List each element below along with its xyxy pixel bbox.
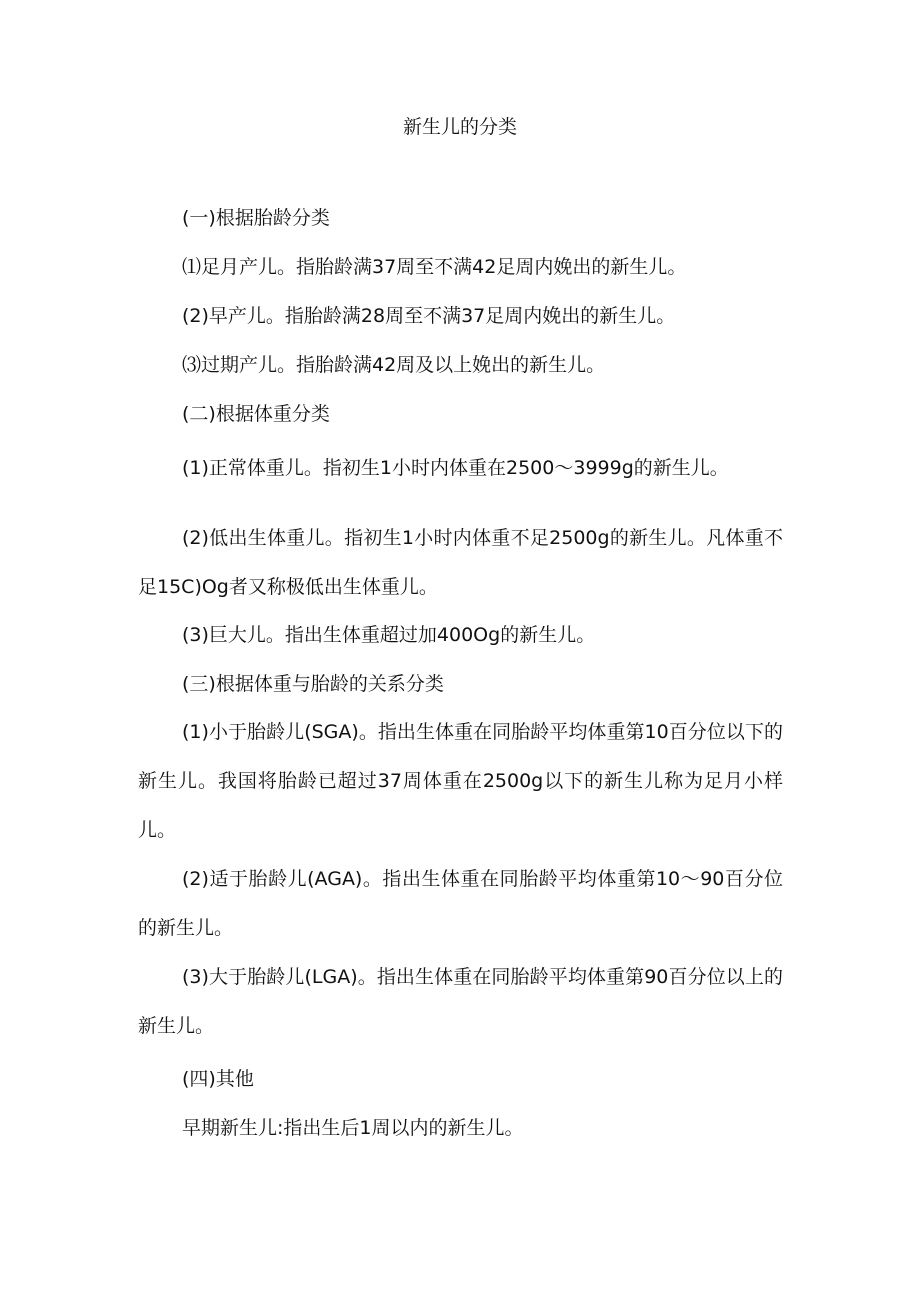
section-heading-other: (四)其他 [182, 1068, 254, 1090]
paragraph-aga: (2)适于胎龄儿(AGA)。指出生体重在同胎龄平均体重第10～90百分位的新生儿。 [138, 868, 783, 939]
paragraph-post-term: ⑶过期产儿。指胎龄满42周及以上娩出的新生儿。 [182, 354, 606, 376]
paragraph-sga: (1)小于胎龄儿(SGA)。指出生体重在同胎龄平均体重第10百分位以下的新生儿。我国将胎龄已超过37周体重在2500g以下的新生儿称为足月小样儿。 [138, 721, 783, 841]
paragraph-preterm: (2)早产儿。指胎龄满28周至不满37足周内娩出的新生儿。 [182, 305, 676, 327]
paragraph-normal-weight: (1)正常体重儿。指初生1小时内体重在2500～3999g的新生儿。 [182, 457, 729, 479]
paragraph-early-neonate: 早期新生儿:指出生后1周以内的新生儿。 [182, 1117, 524, 1139]
paragraph-lga: (3)大于胎龄儿(LGA)。指出生体重在同胎龄平均体重第90百分位以上的新生儿。 [138, 966, 783, 1037]
section-heading-weight-vs-age: (三)根据体重与胎龄的关系分类 [182, 673, 444, 695]
section-heading-gestational-age: (一)根据胎龄分类 [182, 207, 330, 229]
document-title: 新生儿的分类 [402, 116, 517, 138]
section-heading-weight: (二)根据体重分类 [182, 403, 330, 425]
paragraph-macrosomia: (3)巨大儿。指出生体重超过加400Og的新生儿。 [182, 624, 596, 646]
paragraph-full-term: ⑴足月产儿。指胎龄满37周至不满42足周内娩出的新生儿。 [182, 256, 687, 278]
paragraph-low-birth-weight: (2)低出生体重儿。指初生1小时内体重不足2500g的新生儿。凡体重不足15C)Og者又称极低出生体重儿。 [138, 527, 783, 598]
